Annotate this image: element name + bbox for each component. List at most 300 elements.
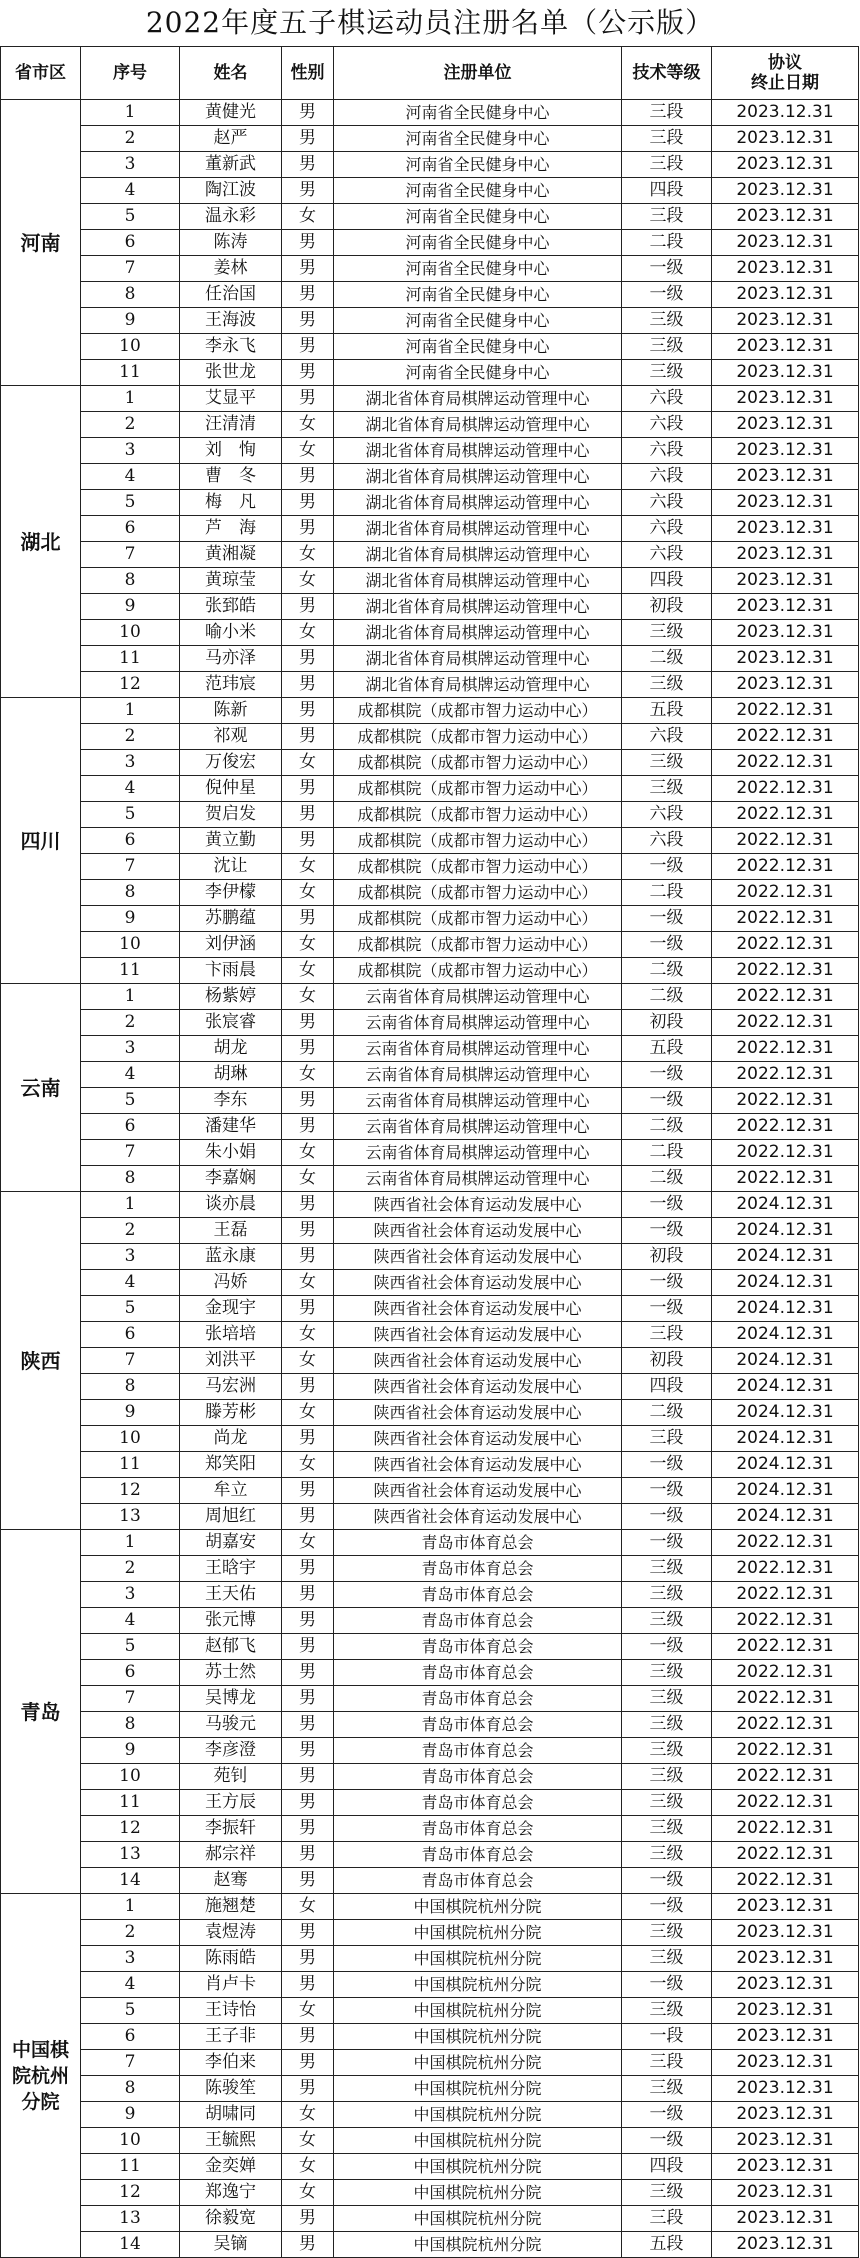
cell-level: 一级 <box>622 2102 712 2128</box>
cell-index: 1 <box>81 1894 180 1920</box>
cell-level: 一级 <box>622 1868 712 1894</box>
province-cell: 云南 <box>1 984 81 1192</box>
cell-unit: 青岛市体育总会 <box>334 1634 622 1660</box>
cell-gender: 男 <box>282 2206 334 2232</box>
cell-end-date: 2022.12.31 <box>712 1790 859 1816</box>
cell-level: 三级 <box>622 672 712 698</box>
table-row <box>1 1088 859 1114</box>
cell-name: 马宏洲 <box>180 1374 282 1400</box>
table-row <box>1 1166 859 1192</box>
cell-name: 陈新 <box>180 698 282 724</box>
cell-unit: 成都棋院（成都市智力运动中心） <box>334 802 622 828</box>
cell-name: 张郅皓 <box>180 594 282 620</box>
cell-level: 三段 <box>622 2050 712 2076</box>
cell-unit: 中国棋院杭州分院 <box>334 2050 622 2076</box>
cell-level: 二级 <box>622 958 712 984</box>
cell-end-date: 2023.12.31 <box>712 308 859 334</box>
cell-name: 王诗怡 <box>180 1998 282 2024</box>
cell-name: 艾显平 <box>180 386 282 412</box>
cell-index: 7 <box>81 854 180 880</box>
table-row <box>1 2102 859 2128</box>
cell-name: 施翘楚 <box>180 1894 282 1920</box>
cell-index: 11 <box>81 360 180 386</box>
cell-level: 二段 <box>622 880 712 906</box>
cell-name: 黄琼莹 <box>180 568 282 594</box>
cell-gender: 男 <box>282 2024 334 2050</box>
cell-end-date: 2023.12.31 <box>712 672 859 698</box>
cell-index: 6 <box>81 230 180 256</box>
cell-level: 五段 <box>622 1036 712 1062</box>
cell-index: 3 <box>81 1036 180 1062</box>
cell-end-date: 2024.12.31 <box>712 1452 859 1478</box>
cell-index: 9 <box>81 2102 180 2128</box>
table-row <box>1 1972 859 1998</box>
cell-name: 徐毅宽 <box>180 2206 282 2232</box>
cell-gender: 男 <box>282 178 334 204</box>
cell-unit: 云南省体育局棋牌运动管理中心 <box>334 1010 622 1036</box>
table-row <box>1 1400 859 1426</box>
cell-gender: 男 <box>282 1842 334 1868</box>
cell-name: 陈涛 <box>180 230 282 256</box>
cell-index: 11 <box>81 958 180 984</box>
cell-index: 3 <box>81 750 180 776</box>
cell-end-date: 2022.12.31 <box>712 932 859 958</box>
cell-gender: 男 <box>282 906 334 932</box>
cell-unit: 中国棋院杭州分院 <box>334 1998 622 2024</box>
cell-level: 四段 <box>622 568 712 594</box>
cell-level: 三段 <box>622 152 712 178</box>
cell-unit: 青岛市体育总会 <box>334 1660 622 1686</box>
table-row <box>1 1010 859 1036</box>
cell-level: 三级 <box>622 1608 712 1634</box>
cell-end-date: 2022.12.31 <box>712 828 859 854</box>
cell-name: 李伯来 <box>180 2050 282 2076</box>
cell-index: 9 <box>81 1400 180 1426</box>
table-row <box>1 1244 859 1270</box>
province-cell: 陕西 <box>1 1192 81 1530</box>
cell-unit: 陕西省社会体育运动发展中心 <box>334 1244 622 1270</box>
cell-gender: 男 <box>282 672 334 698</box>
cell-gender: 男 <box>282 1556 334 1582</box>
cell-unit: 陕西省社会体育运动发展中心 <box>334 1296 622 1322</box>
cell-end-date: 2023.12.31 <box>712 438 859 464</box>
cell-end-date: 2024.12.31 <box>712 1270 859 1296</box>
cell-index: 5 <box>81 1088 180 1114</box>
cell-end-date: 2023.12.31 <box>712 646 859 672</box>
table-body <box>1 100 859 2258</box>
cell-name: 金奕婵 <box>180 2154 282 2180</box>
cell-index: 9 <box>81 594 180 620</box>
table-row <box>1 672 859 698</box>
cell-unit: 成都棋院（成都市智力运动中心） <box>334 724 622 750</box>
cell-name: 祁观 <box>180 724 282 750</box>
header-level: 技术等级 <box>622 47 712 100</box>
cell-level: 三级 <box>622 360 712 386</box>
cell-unit: 青岛市体育总会 <box>334 1842 622 1868</box>
cell-level: 初段 <box>622 1348 712 1374</box>
cell-end-date: 2022.12.31 <box>712 1036 859 1062</box>
table-header-row <box>1 47 859 100</box>
cell-name: 李振轩 <box>180 1816 282 1842</box>
cell-gender: 女 <box>282 1400 334 1426</box>
cell-level: 初段 <box>622 1010 712 1036</box>
province-cell: 青岛 <box>1 1530 81 1894</box>
cell-level: 四段 <box>622 2154 712 2180</box>
cell-gender: 女 <box>282 1348 334 1374</box>
table-row <box>1 646 859 672</box>
table-row <box>1 1374 859 1400</box>
cell-unit: 陕西省社会体育运动发展中心 <box>334 1426 622 1452</box>
cell-gender: 女 <box>282 880 334 906</box>
cell-name: 喻小米 <box>180 620 282 646</box>
cell-unit: 中国棋院杭州分院 <box>334 2232 622 2258</box>
cell-unit: 成都棋院（成都市智力运动中心） <box>334 854 622 880</box>
cell-level: 一级 <box>622 282 712 308</box>
cell-unit: 成都棋院（成都市智力运动中心） <box>334 776 622 802</box>
cell-unit: 中国棋院杭州分院 <box>334 2180 622 2206</box>
table-row <box>1 724 859 750</box>
cell-level: 六段 <box>622 724 712 750</box>
cell-name: 李伊檬 <box>180 880 282 906</box>
cell-unit: 成都棋院（成都市智力运动中心） <box>334 750 622 776</box>
cell-end-date: 2023.12.31 <box>712 2102 859 2128</box>
cell-index: 12 <box>81 1816 180 1842</box>
cell-name: 朱小娟 <box>180 1140 282 1166</box>
cell-level: 二级 <box>622 646 712 672</box>
cell-level: 三级 <box>622 750 712 776</box>
cell-name: 郝宗祥 <box>180 1842 282 1868</box>
cell-name: 王方辰 <box>180 1790 282 1816</box>
cell-name: 吴镝 <box>180 2232 282 2258</box>
cell-gender: 男 <box>282 516 334 542</box>
cell-gender: 男 <box>282 464 334 490</box>
cell-gender: 男 <box>282 1816 334 1842</box>
cell-index: 3 <box>81 152 180 178</box>
cell-gender: 女 <box>282 2128 334 2154</box>
cell-unit: 陕西省社会体育运动发展中心 <box>334 1348 622 1374</box>
table-row <box>1 2076 859 2102</box>
cell-index: 9 <box>81 308 180 334</box>
cell-unit: 陕西省社会体育运动发展中心 <box>334 1400 622 1426</box>
cell-gender: 女 <box>282 412 334 438</box>
cell-gender: 女 <box>282 984 334 1010</box>
cell-end-date: 2022.12.31 <box>712 1530 859 1556</box>
cell-index: 5 <box>81 802 180 828</box>
cell-unit: 河南省全民健身中心 <box>334 308 622 334</box>
cell-end-date: 2023.12.31 <box>712 1920 859 1946</box>
province-cell: 河南 <box>1 100 81 386</box>
cell-gender: 男 <box>282 1244 334 1270</box>
cell-unit: 河南省全民健身中心 <box>334 230 622 256</box>
cell-end-date: 2024.12.31 <box>712 1244 859 1270</box>
cell-level: 六段 <box>622 542 712 568</box>
cell-gender: 女 <box>282 2180 334 2206</box>
cell-name: 冯娇 <box>180 1270 282 1296</box>
cell-end-date: 2023.12.31 <box>712 2128 859 2154</box>
cell-level: 一级 <box>622 1296 712 1322</box>
table-row <box>1 880 859 906</box>
cell-end-date: 2023.12.31 <box>712 464 859 490</box>
cell-unit: 云南省体育局棋牌运动管理中心 <box>334 1062 622 1088</box>
table-row <box>1 1868 859 1894</box>
cell-end-date: 2023.12.31 <box>712 2154 859 2180</box>
cell-index: 5 <box>81 1998 180 2024</box>
table-row <box>1 1478 859 1504</box>
cell-name: 万俊宏 <box>180 750 282 776</box>
cell-index: 10 <box>81 932 180 958</box>
cell-level: 三级 <box>622 1738 712 1764</box>
cell-index: 2 <box>81 1556 180 1582</box>
cell-end-date: 2023.12.31 <box>712 2050 859 2076</box>
cell-gender: 男 <box>282 802 334 828</box>
table-row <box>1 776 859 802</box>
cell-name: 胡琳 <box>180 1062 282 1088</box>
cell-end-date: 2022.12.31 <box>712 1712 859 1738</box>
cell-gender: 男 <box>282 1764 334 1790</box>
cell-index: 3 <box>81 1244 180 1270</box>
cell-index: 3 <box>81 1582 180 1608</box>
cell-gender: 男 <box>282 776 334 802</box>
cell-gender: 男 <box>282 1660 334 1686</box>
cell-gender: 男 <box>282 1478 334 1504</box>
cell-unit: 中国棋院杭州分院 <box>334 2102 622 2128</box>
cell-unit: 成都棋院（成都市智力运动中心） <box>334 880 622 906</box>
cell-level: 一级 <box>622 1192 712 1218</box>
cell-level: 四段 <box>622 178 712 204</box>
cell-level: 四段 <box>622 1374 712 1400</box>
cell-gender: 男 <box>282 1296 334 1322</box>
cell-unit: 陕西省社会体育运动发展中心 <box>334 1478 622 1504</box>
cell-unit: 河南省全民健身中心 <box>334 334 622 360</box>
cell-name: 黄立勤 <box>180 828 282 854</box>
cell-name: 周旭红 <box>180 1504 282 1530</box>
cell-index: 2 <box>81 126 180 152</box>
cell-gender: 男 <box>282 1868 334 1894</box>
table-row <box>1 1348 859 1374</box>
cell-level: 三段 <box>622 2206 712 2232</box>
cell-gender: 男 <box>282 230 334 256</box>
cell-end-date: 2022.12.31 <box>712 880 859 906</box>
cell-level: 三级 <box>622 1686 712 1712</box>
cell-index: 8 <box>81 1712 180 1738</box>
cell-name: 汪清清 <box>180 412 282 438</box>
cell-index: 8 <box>81 2076 180 2102</box>
cell-unit: 成都棋院（成都市智力运动中心） <box>334 906 622 932</box>
cell-gender: 男 <box>282 1426 334 1452</box>
cell-end-date: 2022.12.31 <box>712 984 859 1010</box>
cell-unit: 中国棋院杭州分院 <box>334 1894 622 1920</box>
cell-end-date: 2023.12.31 <box>712 334 859 360</box>
cell-level: 一级 <box>622 1062 712 1088</box>
table-row <box>1 1686 859 1712</box>
cell-gender: 男 <box>282 256 334 282</box>
cell-gender: 女 <box>282 438 334 464</box>
cell-index: 12 <box>81 672 180 698</box>
table-row <box>1 516 859 542</box>
cell-name: 刘伊涵 <box>180 932 282 958</box>
cell-end-date: 2022.12.31 <box>712 1842 859 1868</box>
table-row <box>1 2024 859 2050</box>
cell-name: 肖卢卡 <box>180 1972 282 1998</box>
cell-end-date: 2022.12.31 <box>712 1738 859 1764</box>
cell-name: 陈骏笙 <box>180 2076 282 2102</box>
cell-unit: 河南省全民健身中心 <box>334 282 622 308</box>
cell-gender: 女 <box>282 1166 334 1192</box>
cell-gender: 男 <box>282 1790 334 1816</box>
cell-unit: 陕西省社会体育运动发展中心 <box>334 1192 622 1218</box>
cell-end-date: 2024.12.31 <box>712 1348 859 1374</box>
cell-level: 六段 <box>622 490 712 516</box>
cell-end-date: 2022.12.31 <box>712 906 859 932</box>
table-row <box>1 334 859 360</box>
cell-unit: 陕西省社会体育运动发展中心 <box>334 1270 622 1296</box>
cell-unit: 成都棋院（成都市智力运动中心） <box>334 828 622 854</box>
table-row <box>1 126 859 152</box>
cell-gender: 女 <box>282 1140 334 1166</box>
cell-index: 3 <box>81 438 180 464</box>
cell-index: 2 <box>81 724 180 750</box>
cell-unit: 湖北省体育局棋牌运动管理中心 <box>334 620 622 646</box>
cell-index: 7 <box>81 2050 180 2076</box>
cell-index: 1 <box>81 984 180 1010</box>
cell-gender: 女 <box>282 1452 334 1478</box>
cell-gender: 男 <box>282 1686 334 1712</box>
header-name: 姓名 <box>180 47 282 100</box>
cell-index: 7 <box>81 1140 180 1166</box>
cell-name: 范玮宸 <box>180 672 282 698</box>
cell-name: 滕芳彬 <box>180 1400 282 1426</box>
cell-gender: 女 <box>282 854 334 880</box>
cell-level: 五段 <box>622 2232 712 2258</box>
cell-name: 赵郁飞 <box>180 1634 282 1660</box>
cell-end-date: 2023.12.31 <box>712 2180 859 2206</box>
cell-index: 6 <box>81 2024 180 2050</box>
cell-index: 8 <box>81 880 180 906</box>
cell-level: 三段 <box>622 100 712 126</box>
cell-index: 6 <box>81 1114 180 1140</box>
cell-name: 任治国 <box>180 282 282 308</box>
cell-name: 潘建华 <box>180 1114 282 1140</box>
cell-end-date: 2023.12.31 <box>712 542 859 568</box>
cell-name: 王海波 <box>180 308 282 334</box>
table-row <box>1 620 859 646</box>
cell-end-date: 2023.12.31 <box>712 204 859 230</box>
cell-end-date: 2022.12.31 <box>712 854 859 880</box>
cell-end-date: 2024.12.31 <box>712 1478 859 1504</box>
table-row <box>1 282 859 308</box>
cell-level: 五段 <box>622 698 712 724</box>
page-title: 2022年度五子棋运动员注册名单（公示版） <box>145 6 715 39</box>
table-row <box>1 1712 859 1738</box>
cell-unit: 河南省全民健身中心 <box>334 256 622 282</box>
cell-unit: 湖北省体育局棋牌运动管理中心 <box>334 386 622 412</box>
table-row <box>1 1530 859 1556</box>
cell-unit: 云南省体育局棋牌运动管理中心 <box>334 1036 622 1062</box>
cell-unit: 云南省体育局棋牌运动管理中心 <box>334 1140 622 1166</box>
cell-level: 一级 <box>622 1478 712 1504</box>
table-row <box>1 906 859 932</box>
cell-gender: 女 <box>282 620 334 646</box>
cell-unit: 云南省体育局棋牌运动管理中心 <box>334 984 622 1010</box>
cell-index: 11 <box>81 646 180 672</box>
cell-end-date: 2022.12.31 <box>712 958 859 984</box>
cell-index: 1 <box>81 698 180 724</box>
table-row <box>1 1140 859 1166</box>
cell-unit: 湖北省体育局棋牌运动管理中心 <box>334 646 622 672</box>
cell-unit: 湖北省体育局棋牌运动管理中心 <box>334 490 622 516</box>
cell-end-date: 2023.12.31 <box>712 620 859 646</box>
table-row <box>1 1270 859 1296</box>
table-row <box>1 490 859 516</box>
cell-level: 一级 <box>622 932 712 958</box>
cell-unit: 陕西省社会体育运动发展中心 <box>334 1452 622 1478</box>
cell-index: 2 <box>81 1010 180 1036</box>
cell-gender: 男 <box>282 1036 334 1062</box>
cell-index: 6 <box>81 1660 180 1686</box>
header-unit: 注册单位 <box>334 47 622 100</box>
cell-name: 王晗宇 <box>180 1556 282 1582</box>
cell-end-date: 2023.12.31 <box>712 178 859 204</box>
cell-index: 11 <box>81 1790 180 1816</box>
table-row <box>1 1920 859 1946</box>
cell-unit: 湖北省体育局棋牌运动管理中心 <box>334 516 622 542</box>
cell-end-date: 2024.12.31 <box>712 1322 859 1348</box>
cell-index: 6 <box>81 828 180 854</box>
cell-gender: 女 <box>282 568 334 594</box>
table-row <box>1 854 859 880</box>
province-cell: 湖北 <box>1 386 81 698</box>
cell-name: 胡啸同 <box>180 2102 282 2128</box>
cell-name: 张世龙 <box>180 360 282 386</box>
cell-level: 初段 <box>622 1244 712 1270</box>
cell-index: 14 <box>81 2232 180 2258</box>
cell-gender: 男 <box>282 1738 334 1764</box>
cell-index: 13 <box>81 1504 180 1530</box>
table-row <box>1 100 859 126</box>
cell-level: 一级 <box>622 1088 712 1114</box>
cell-gender: 男 <box>282 1972 334 1998</box>
cell-index: 7 <box>81 256 180 282</box>
cell-gender: 女 <box>282 1998 334 2024</box>
cell-unit: 青岛市体育总会 <box>334 1868 622 1894</box>
cell-index: 4 <box>81 178 180 204</box>
cell-gender: 男 <box>282 100 334 126</box>
cell-gender: 男 <box>282 1582 334 1608</box>
cell-gender: 女 <box>282 2154 334 2180</box>
table-row <box>1 698 859 724</box>
cell-gender: 女 <box>282 1322 334 1348</box>
table-row <box>1 1036 859 1062</box>
header-province: 省市区 <box>1 47 81 100</box>
cell-unit: 中国棋院杭州分院 <box>334 1920 622 1946</box>
cell-name: 王毓熙 <box>180 2128 282 2154</box>
cell-unit: 湖北省体育局棋牌运动管理中心 <box>334 412 622 438</box>
cell-name: 倪仲星 <box>180 776 282 802</box>
cell-unit: 云南省体育局棋牌运动管理中心 <box>334 1166 622 1192</box>
cell-unit: 青岛市体育总会 <box>334 1764 622 1790</box>
cell-index: 5 <box>81 490 180 516</box>
cell-index: 2 <box>81 1218 180 1244</box>
cell-index: 8 <box>81 1374 180 1400</box>
cell-end-date: 2023.12.31 <box>712 412 859 438</box>
cell-end-date: 2023.12.31 <box>712 1998 859 2024</box>
table-row <box>1 828 859 854</box>
cell-end-date: 2023.12.31 <box>712 126 859 152</box>
cell-unit: 云南省体育局棋牌运动管理中心 <box>334 1114 622 1140</box>
cell-gender: 女 <box>282 1270 334 1296</box>
table-row <box>1 958 859 984</box>
cell-name: 王天佑 <box>180 1582 282 1608</box>
